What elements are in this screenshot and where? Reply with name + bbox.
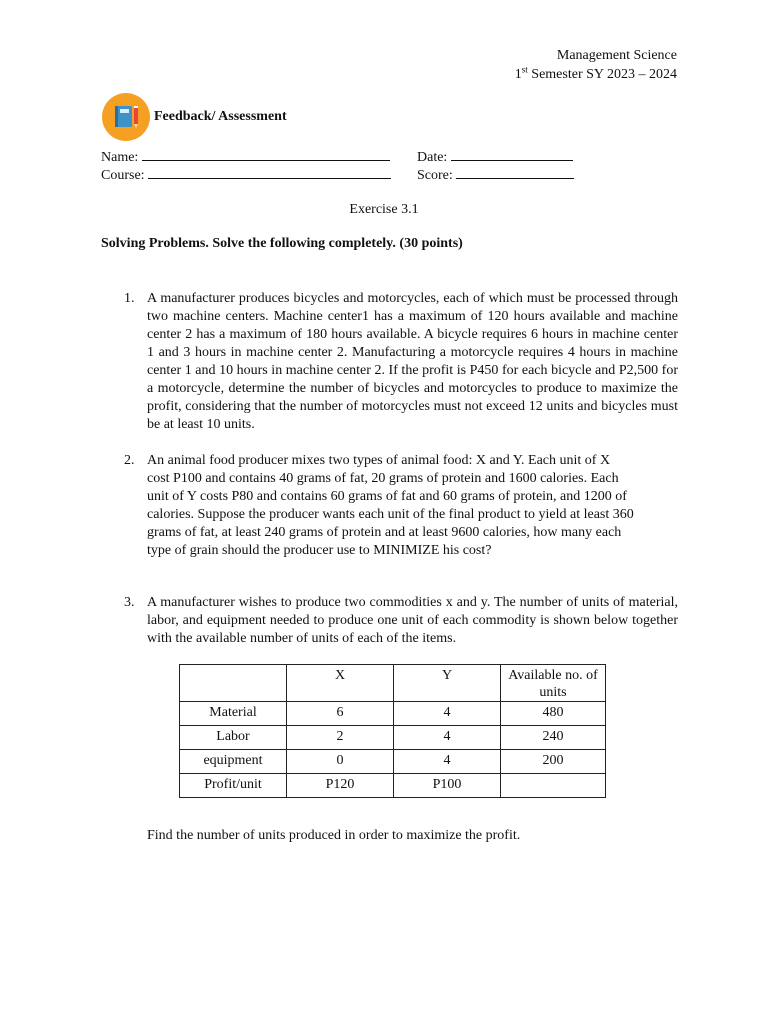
score-field[interactable] — [456, 166, 574, 179]
table-cell: 480 — [501, 702, 606, 726]
table-row — [180, 750, 606, 774]
score-label: Score: — [417, 168, 453, 183]
table-header-cell — [180, 665, 287, 702]
table-cell — [501, 774, 606, 798]
table-cell: Profit/unit — [180, 774, 287, 798]
table-cell: 6 — [287, 702, 394, 726]
table-cell: Material — [180, 702, 287, 726]
table-row — [180, 774, 606, 798]
problem-number: 1. — [124, 291, 135, 306]
feedback-title: Feedback/ Assessment — [154, 109, 287, 124]
table-header-cell: Available no. of units — [501, 665, 606, 702]
name-label: Name: — [101, 150, 139, 165]
table-cell: 4 — [394, 726, 501, 750]
table-row — [180, 702, 606, 726]
table-cell: Labor — [180, 726, 287, 750]
problem-text: An animal food producer mixes two types of animal food: X and Y. Each unit of X cost P100 and contains 40 grams of fat, 20 grams of protein and 1600 calories. Each unit of Y costs P80 and contains 60 grams of fat and 60 grams of protein, and 1200 of calories. Suppose the producer wants each unit of the final product to yield at least 360 grams of fat, at least 240 grams of protein and at least 9600 calories, how many each type of grain should the producer use to MINIMIZE his cost? — [147, 453, 634, 558]
name-field[interactable] — [142, 148, 390, 161]
table-cell: 4 — [394, 702, 501, 726]
course-field[interactable] — [148, 166, 391, 179]
problem-text: A manufacturer produces bicycles and motorcycles, each of which must be processed through two machine centers. Machine center1 has a maximum of 120 hours available and machine center 2 has a maximum of 180 hours available. A bicycle requires 6 hours in machine center 1 and 3 hours in machine center 2. Manufacturing a motorcycle requires 4 hours in machine center 1 and 10 hours in machine center 2. If the profit is P450 for each bicycle and P2,500 for a motorcycle, determine the number of bicycles and motorcycles to produce to maximize the profit, considering that the number of motorcycles must not exceed 12 units and bicycles must be at least 10 units. — [147, 291, 678, 432]
table-header-cell: Y — [394, 665, 501, 702]
course-title: Management Science — [556, 48, 677, 63]
problem-number: 3. — [124, 595, 135, 610]
date-field[interactable] — [451, 148, 573, 161]
form-row-name-date — [101, 148, 573, 166]
feedback-heading — [102, 93, 287, 141]
semester-suffix: st — [521, 64, 528, 75]
date-label: Date: — [417, 150, 448, 165]
semester-line — [515, 65, 677, 84]
problem-item — [101, 290, 678, 434]
final-instruction: Find the number of units produced in order to maximize the profit. — [147, 828, 521, 843]
table-cell: P100 — [394, 774, 501, 798]
table-cell: 2 — [287, 726, 394, 750]
table-cell: 240 — [501, 726, 606, 750]
problem-item — [101, 594, 678, 648]
instructions: Solving Problems. Solve the following completely. (30 points) — [101, 236, 463, 251]
table-row — [180, 726, 606, 750]
problem-item — [101, 452, 678, 560]
problem-text: A manufacturer wishes to produce two commodities x and y. The number of units of material, labor, and equipment needed to produce one unit of each commodity is shown below together with the available number of units of each of the items. — [147, 595, 678, 646]
semester-text: Semester SY 2023 – 2024 — [527, 67, 677, 82]
table-header-row — [180, 665, 606, 702]
resources-table — [179, 664, 606, 798]
exercise-title: Exercise 3.1 — [349, 202, 419, 217]
table-cell: 0 — [287, 750, 394, 774]
document-header — [515, 46, 677, 84]
form-row-course-score — [101, 166, 574, 184]
table-header-cell: X — [287, 665, 394, 702]
table-cell: 200 — [501, 750, 606, 774]
semester-ordinal: 1 — [514, 67, 522, 82]
table-cell: P120 — [287, 774, 394, 798]
course-label: Course: — [101, 168, 145, 183]
table-cell: equipment — [180, 750, 287, 774]
notebook-pencil-icon — [102, 93, 150, 141]
problem-number: 2. — [124, 453, 135, 468]
table-cell: 4 — [394, 750, 501, 774]
